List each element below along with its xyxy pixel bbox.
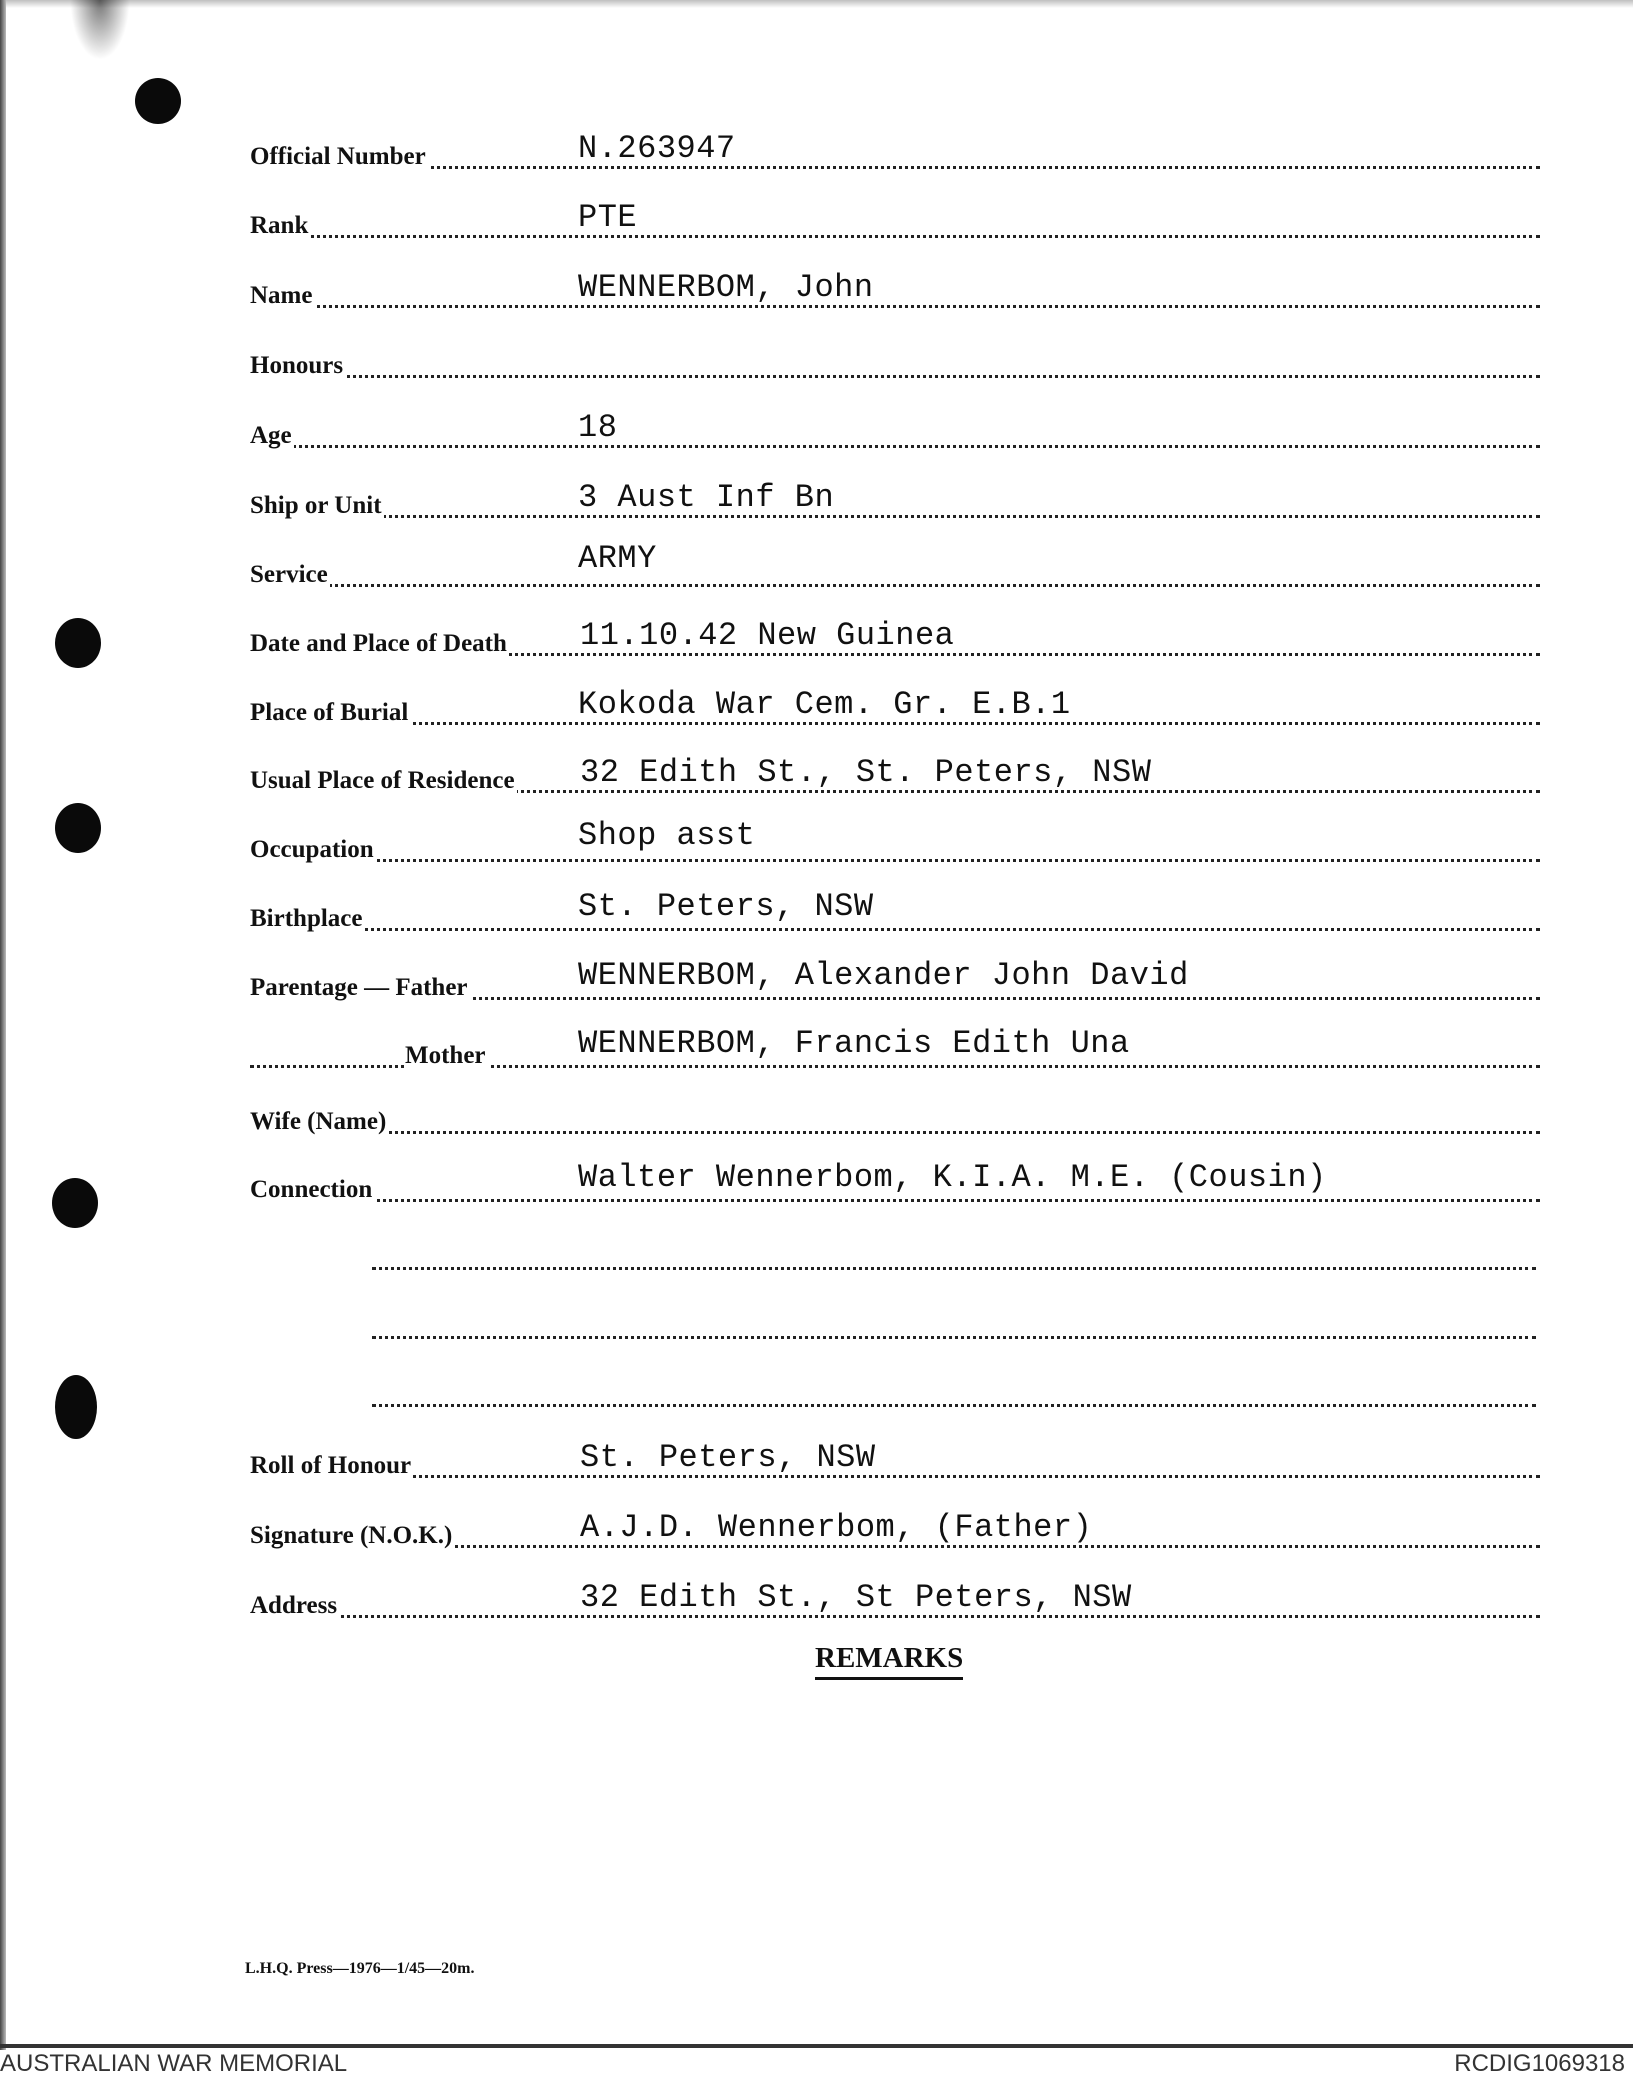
value-connection: Walter Wennerbom, K.I.A. M.E. (Cousin) (578, 1159, 1327, 1196)
print-code: L.H.Q. Press—1976—1/45—20m. (245, 1960, 475, 1977)
dotted-line (250, 928, 1540, 931)
label-address: Address (250, 1592, 338, 1619)
blank-line (372, 1303, 1536, 1343)
punch-hole (52, 1178, 98, 1228)
label-signature: Signature (N.O.K.) (250, 1522, 453, 1549)
value-ship-or-unit: 3 Aust Inf Bn (578, 479, 835, 516)
dotted-line (250, 859, 1540, 862)
value-usual-residence: 32 Edith St., St. Peters, NSW (580, 754, 1152, 791)
row-usual-residence (250, 754, 1540, 797)
label-name: Name (250, 282, 313, 309)
label-roll-of-honour: Roll of Honour (250, 1452, 412, 1479)
label-official-number: Official Number (250, 143, 426, 170)
dotted-line (372, 1404, 1536, 1407)
row-connection (250, 1159, 1540, 1206)
label-wife: Wife (Name) (250, 1108, 387, 1135)
label-occupation: Occupation (250, 836, 374, 863)
dotted-line (372, 1336, 1536, 1339)
row-age (250, 409, 1540, 452)
punch-hole (55, 1375, 97, 1439)
label-usual-residence: Usual Place of Residence (250, 767, 515, 794)
dotted-line (250, 584, 1540, 587)
label-rank: Rank (250, 212, 309, 239)
punch-hole (55, 803, 101, 853)
value-father: WENNERBOM, Alexander John David (578, 957, 1189, 994)
value-service: ARMY (578, 540, 657, 577)
bottom-rule (0, 2044, 1633, 2048)
dotted-line (250, 515, 1540, 518)
row-official-number (250, 130, 1540, 173)
row-honours (250, 342, 1540, 382)
dotted-line (250, 235, 1540, 238)
value-rank: PTE (578, 199, 638, 236)
label-connection: Connection (250, 1176, 373, 1203)
row-service (250, 540, 1540, 591)
footer-record-id: RCDIG1069318 (1454, 2050, 1625, 2077)
row-rank (250, 199, 1540, 242)
dotted-line (250, 305, 1540, 308)
value-name: WENNERBOM, John (578, 269, 874, 306)
dotted-line (250, 375, 1540, 378)
value-occupation: Shop asst (578, 817, 756, 854)
dotted-line (250, 1199, 1540, 1202)
value-roll-of-honour: St. Peters, NSW (580, 1439, 876, 1476)
label-mother: Mother (405, 1042, 486, 1069)
value-official-number: N.263947 (578, 130, 736, 167)
value-age: 18 (578, 409, 618, 446)
row-address (250, 1579, 1540, 1622)
dotted-line (250, 1475, 1540, 1478)
value-address: 32 Edith St., St Peters, NSW (580, 1579, 1132, 1616)
label-service: Service (250, 561, 328, 588)
blank-line (372, 1371, 1536, 1411)
scan-top-edge (0, 0, 1633, 8)
row-mother (250, 1025, 1540, 1072)
row-name (250, 269, 1540, 312)
remarks-heading: REMARKS (815, 1642, 963, 1680)
value-signature: A.J.D. Wennerbom, (Father) (580, 1509, 1093, 1546)
dotted-line (250, 445, 1540, 448)
value-place-of-burial: Kokoda War Cem. Gr. E.B.1 (578, 686, 1071, 723)
value-date-place-death: 11.10.42 New Guinea (580, 617, 955, 654)
punch-hole (135, 78, 181, 124)
blank-line (372, 1234, 1536, 1274)
scan-smudge (70, 0, 130, 60)
value-birthplace: St. Peters, NSW (578, 888, 874, 925)
row-date-place-death (250, 617, 1540, 660)
label-age: Age (250, 422, 292, 449)
row-place-of-burial (250, 686, 1540, 729)
row-signature (250, 1509, 1540, 1552)
dotted-line (250, 1131, 1540, 1134)
row-father (250, 957, 1540, 1004)
row-roll-of-honour (250, 1439, 1540, 1482)
label-honours: Honours (250, 352, 344, 379)
label-father: Parentage — Father (250, 974, 468, 1001)
dotted-line (250, 166, 1540, 169)
row-birthplace (250, 888, 1540, 935)
scan-left-edge (0, 0, 6, 2050)
footer-institution: AUSTRALIAN WAR MEMORIAL (0, 2050, 348, 2077)
label-ship-or-unit: Ship or Unit (250, 492, 382, 519)
label-birthplace: Birthplace (250, 905, 363, 932)
row-occupation (250, 817, 1540, 866)
label-place-of-burial: Place of Burial (250, 699, 409, 726)
row-wife (250, 1098, 1540, 1138)
value-mother: WENNERBOM, Francis Edith Una (578, 1025, 1130, 1062)
row-ship-or-unit (250, 479, 1540, 522)
label-date-place-death: Date and Place of Death (250, 630, 507, 657)
punch-hole (55, 618, 101, 668)
dotted-line (372, 1267, 1536, 1270)
